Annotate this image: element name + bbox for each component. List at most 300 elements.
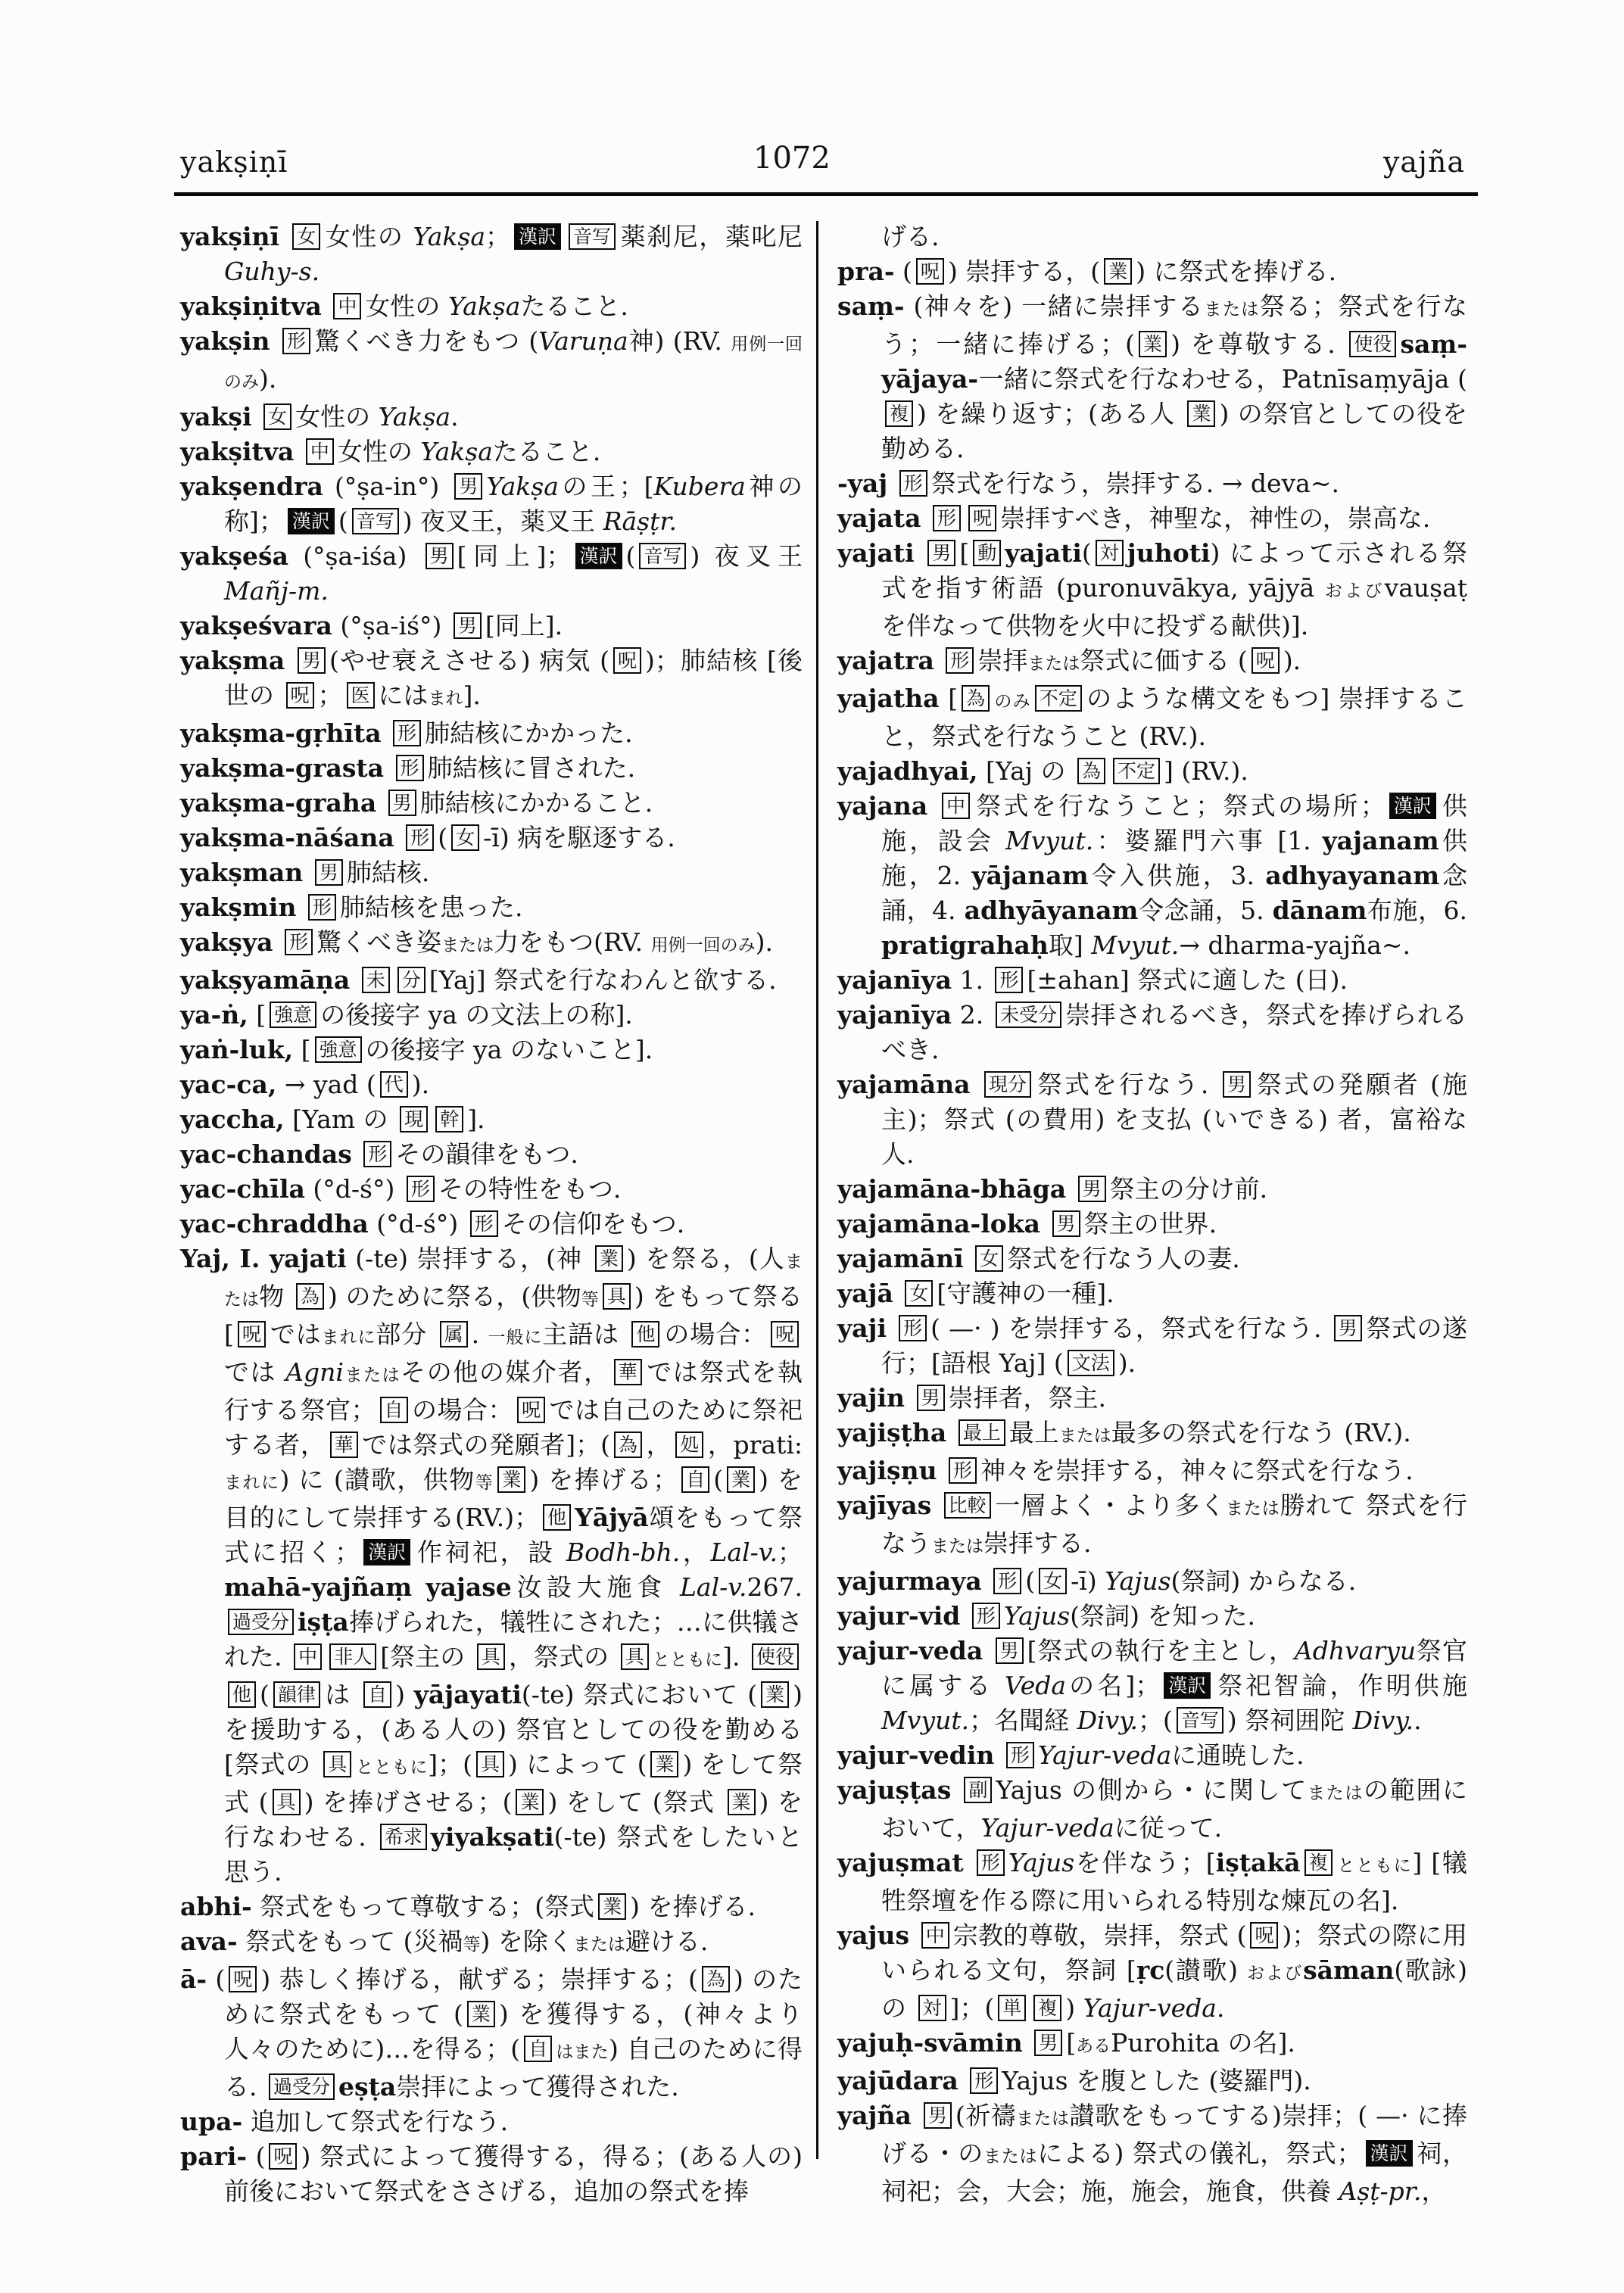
- entry-headword: abhi-: [180, 1892, 252, 1921]
- entry-headword: yajuḥ-svāmin: [837, 2028, 1023, 2058]
- kanyaku-marker: 漢訳: [1164, 1672, 1211, 1699]
- entry-headword: yajiṣṇu: [837, 1456, 937, 1485]
- entry-headword: yajña: [837, 2101, 912, 2130]
- entry-headword: yajiṣṭha: [837, 1418, 947, 1447]
- entry-headword: yac-chīla: [180, 1174, 305, 1204]
- dict-entry: yajana 中 祭式を行なうこと；祭式の場所； 漢訳 供施，設会 Mvyut.：婆羅門六事 [1. yajanam供施，2. yājanam令入供施，3. adhyayanam念誦，4. adhyāyanam令念誦，5. dānam布施，6. pratigrahaḥ取] Mvyut.→ dharma-yajña~.: [837, 791, 1468, 960]
- grammar-box: 動: [973, 540, 1001, 566]
- italic-citation: Agni: [285, 1357, 344, 1387]
- small-note: はまた: [556, 2042, 609, 2062]
- grammar-box: 男: [454, 473, 482, 500]
- bold-sanskrit: eṣṭa: [338, 2072, 397, 2101]
- dict-entry: yajin 男 崇拝者，祭主.: [837, 1383, 1107, 1413]
- grammar-box: 文法: [1068, 1350, 1114, 1376]
- dict-entry: yajur-vid 形 Yajus(祭詞) を知った.: [837, 1601, 1255, 1631]
- bold-sanskrit: adhyayanam: [1265, 861, 1440, 890]
- entry-headword: saṃ-: [837, 291, 905, 321]
- entry-headword: yakṣin: [180, 326, 270, 356]
- grammar-box: 男: [1334, 1315, 1362, 1341]
- dict-entry: yaṅ-luk, [ 強意 の後接字 ya のないこと].: [180, 1035, 653, 1064]
- grammar-box: 中: [294, 1643, 322, 1670]
- dictionary-column-left: [180, 220, 803, 2209]
- dict-entry: yajīyas 比較 一層よく・より多くまたは勝れて 祭式を行なうまたは崇拝する.: [837, 1491, 1467, 1558]
- small-note: または: [1027, 654, 1080, 674]
- grammar-box: 形: [993, 1568, 1021, 1594]
- entry-headword: yajamānī: [837, 1244, 964, 1273]
- dict-entry: yajanīya 1. 形 [±ahan] 祭式に適した (日).: [837, 965, 1348, 995]
- kanyaku-marker: 漢訳: [288, 508, 335, 534]
- entry-headword: yajamāna-loka: [837, 1209, 1041, 1238]
- kanyaku-marker: 漢訳: [514, 223, 561, 250]
- grammar-box: 業: [727, 1466, 755, 1493]
- grammar-box: 形: [899, 1315, 927, 1341]
- bold-sanskrit: ṛc: [1136, 1955, 1165, 1985]
- dict-entry: ava- 祭式をもって (災禍等) を除くまたは避ける.: [180, 1927, 709, 1956]
- small-note: とともに: [1336, 1856, 1413, 1876]
- entry-headword: yakṣma-gṛhīta: [180, 718, 382, 748]
- column-divider: [816, 221, 818, 2159]
- small-note: および: [1247, 1964, 1304, 1983]
- italic-citation: Mvyut.: [1091, 930, 1180, 960]
- italic-citation: Yajur-veda: [1037, 1740, 1172, 1770]
- dict-entry: ā- ( 呪 ) 恭しく捧げる，献ずる；崇拝する；( 為 ) のために祭式をもって ( 業 ) を獲得する，(神々より人々のために)…を得る；( 自 はまた) 自己のために得る. 過受分 eṣṭa崇拝によって獲得された.: [180, 1964, 803, 2101]
- small-note: まれに: [321, 1328, 376, 1347]
- dict-entry: pari- ( 呪 ) 祭式によって獲得する，得る；(ある人の) 前後において祭式をささげる，追加の祭式を捧: [180, 2142, 803, 2206]
- small-note: 等: [581, 1290, 599, 1310]
- grammar-box: 複: [1304, 1849, 1333, 1876]
- dict-entry: yakṣi 女 女性の Yakṣa.: [180, 402, 459, 431]
- grammar-box: 現: [400, 1106, 428, 1132]
- italic-citation: Mvyut.: [1005, 826, 1094, 855]
- grammar-box: 分: [397, 967, 425, 993]
- dict-entry: yajña 男 (祈禱または讃歌をもってする)崇拝；( —· に捧げる・のまたはによる) 祭式の儀礼，祭式； 漢訳 祠，祠祀；会，大会；施，施会，施食，供養 Aṣṭ-pr.，: [837, 2101, 1468, 2206]
- dict-entry: yajiṣṇu 形 神々を崇拝する，神々に祭式を行なう.: [837, 1456, 1414, 1485]
- entry-headword: yakṣmin: [180, 893, 297, 922]
- italic-citation: Guhy-s.: [224, 257, 320, 286]
- grammar-box: 為: [296, 1283, 324, 1310]
- grammar-box: 非人: [329, 1643, 376, 1670]
- small-note: 一般に: [488, 1328, 543, 1347]
- italic-citation: Mañj-m.: [224, 576, 329, 606]
- grammar-box: 強意: [315, 1036, 362, 1063]
- entry-headword: yakṣendra: [180, 472, 323, 501]
- entry-headword: yakṣma-graha: [180, 788, 377, 818]
- entry-headword: yajur-vid: [837, 1601, 961, 1631]
- grammar-box: 形: [285, 929, 313, 955]
- dict-entry: saṃ- (神々を) 一緒に崇拝するまたは祭る；祭式を行なう；一緒に捧げる；( 業 ) を尊敬する. 使役 saṃ-yājaya-一緒に祭式を行なわせる，Patnīsaṃyāja (複 ) を繰り返す；(ある人 業 ) の祭官としての役を勤める.: [837, 291, 1468, 463]
- entry-headword: yakṣma-grasta: [180, 753, 385, 783]
- bold-sanskrit: adhyāyanam: [964, 896, 1139, 925]
- grammar-box: 代: [380, 1071, 408, 1098]
- entry-headword: yaccha,: [180, 1104, 285, 1134]
- kanyaku-marker: 漢訳: [363, 1539, 410, 1566]
- grammar-box: 呪: [916, 258, 944, 285]
- grammar-box: 形: [470, 1210, 498, 1237]
- italic-citation: Bodh-bh.: [566, 1537, 681, 1567]
- header-guide-word-right: yajña: [1382, 145, 1465, 179]
- grammar-box: 形: [946, 647, 974, 674]
- grammar-box: 医: [347, 682, 375, 709]
- entry-headword: yakṣi: [180, 402, 252, 431]
- dict-entry: yac-chraddha (°d-ś°) 形 その信仰をもつ.: [180, 1209, 685, 1238]
- small-note: まれに: [224, 1473, 280, 1493]
- grammar-box: 不定: [1035, 685, 1082, 712]
- grammar-box: 形: [1006, 1742, 1034, 1768]
- grammar-box: 比較: [944, 1492, 991, 1519]
- small-note: 等: [463, 1935, 481, 1955]
- entry-headword: yakṣya: [180, 927, 273, 957]
- grammar-box: 中: [333, 293, 361, 319]
- dict-entry: yajurmaya 形 ( 女 -ī) Yajus(祭詞) からなる.: [837, 1566, 1357, 1596]
- bold-sanskrit: iṣṭakā: [1215, 1848, 1301, 1877]
- kanyaku-marker: 漢訳: [1389, 793, 1436, 819]
- page-number: 1072: [753, 141, 831, 176]
- dict-entry: yakṣitva 中 女性の Yakṣaたること.: [180, 437, 601, 466]
- grammar-box: 形: [308, 894, 336, 921]
- bold-sanskrit: yajati: [1005, 538, 1082, 568]
- grammar-box: 音写: [1177, 1707, 1223, 1734]
- grammar-box: 中: [921, 1922, 949, 1949]
- grammar-box: 複: [1033, 1995, 1061, 2021]
- small-note: または: [1204, 300, 1260, 319]
- entry-headword: yac-ca,: [180, 1070, 277, 1099]
- grammar-box: 呪: [1252, 647, 1280, 674]
- entry-headword: -yaj: [837, 469, 888, 498]
- grammar-box: 呪: [238, 1321, 266, 1347]
- dict-entry: yajatra 形 崇拝または祭式に価する ( 呪 ).: [837, 646, 1301, 675]
- grammar-box: 為: [702, 1966, 730, 1992]
- grammar-box: 男: [454, 612, 482, 639]
- small-note: まれ: [428, 689, 463, 709]
- grammar-box: 華: [330, 1432, 358, 1458]
- dict-entry: yajadhyai, [Yaj の 為 不定 ] (RV.).: [837, 756, 1248, 786]
- grammar-box: 強意: [270, 1002, 316, 1028]
- bold-sanskrit: sāman: [1303, 1955, 1395, 1985]
- small-note: または: [343, 1366, 401, 1385]
- grammar-box: 具: [323, 1751, 351, 1777]
- dict-entry: yakṣendra (°ṣa-in°) 男 Yakṣaの王；[Kubera神の称]； 漢訳 ( 音写 ) 夜叉王，薬叉王 Rāṣṭr.: [180, 472, 803, 536]
- grammar-box: 形: [406, 824, 434, 851]
- grammar-box: 男: [917, 1385, 945, 1411]
- dict-entry: yajus 中 宗教的尊敬，崇拝，祭式 ( 呪 )；祭式の際に用いられる文句，祭詞 [ṛc(讃歌) およびsāman(歌詠) の 対 ]；( 単 複 ) Yajur-veda.: [837, 1921, 1468, 2023]
- small-note: または: [1307, 1784, 1364, 1803]
- italic-citation: Yajur-veda: [980, 1813, 1114, 1843]
- dict-entry: yajur-vedin 形 Yajur-vedaに通暁した.: [837, 1740, 1304, 1770]
- grammar-box: 対: [918, 1995, 946, 2021]
- entry-headword: yajana: [837, 791, 928, 821]
- dict-entry: yakṣiṇī 女 女性の Yakṣa； 漢訳 音写 薬刹尼，薬叱尼 Guhy-s.: [180, 222, 803, 286]
- small-note: または: [441, 936, 494, 955]
- grammar-box: 呪: [771, 1321, 799, 1347]
- grammar-box: 業: [1187, 400, 1215, 427]
- grammar-box: 対: [1096, 540, 1124, 566]
- kanyaku-marker: 漢訳: [575, 543, 622, 569]
- small-note: または: [1226, 1499, 1280, 1519]
- entry-headword: yajamāna-bhāga: [837, 1174, 1067, 1204]
- italic-citation: Rāṣṭr.: [603, 506, 677, 536]
- entry-headword: yaji: [837, 1313, 887, 1343]
- entry-headword: yajati: [837, 538, 915, 568]
- grammar-box: 呪: [613, 647, 641, 674]
- grammar-box: 呪: [1250, 1922, 1278, 1949]
- dict-entry: yajamāna-loka 男 祭主の世界.: [837, 1209, 1217, 1238]
- italic-citation: Veda: [1004, 1671, 1067, 1700]
- entry-headword: yajur-veda: [837, 1636, 983, 1665]
- dict-entry: yakṣin 形 驚くべき力をもつ (Varuṇa神) (RV. 用例一回のみ).: [180, 326, 803, 394]
- italic-citation: Varuṇa: [538, 326, 628, 356]
- dict-entry: yakṣya 形 驚くべき姿または力をもつ(RV. 用例一回のみ).: [180, 927, 774, 957]
- grammar-box: 為: [962, 685, 990, 712]
- grammar-box: 女: [1039, 1568, 1067, 1594]
- dict-entry: yajati 男 [ 動 yajati( 対 juhoti) によって示される祭式を指す術語 (puronuvākya, yājyā およびvauṣaṭ を伴なって供物を火中に投ずる献供)].: [837, 538, 1468, 640]
- grammar-box: 具: [476, 1751, 504, 1777]
- grammar-box: 未受分: [996, 1002, 1061, 1028]
- bold-sanskrit: juhoti: [1127, 538, 1211, 568]
- dict-entry: yakṣma-graha 男 肺結核にかかること.: [180, 788, 653, 818]
- bold-sanskrit: mahā-yajñaṃ yajase: [224, 1572, 512, 1602]
- grammar-box: 具: [621, 1643, 649, 1670]
- dict-entry: yac-chandas 形 その韻律をもつ.: [180, 1139, 578, 1169]
- dict-entry: yakṣma-nāśana 形 ( 女 -ī) 病を駆逐する.: [180, 823, 675, 852]
- grammar-box: 形: [282, 328, 310, 354]
- italic-citation: Adhvaryu: [1294, 1636, 1417, 1665]
- italic-citation: Divy.: [1352, 1706, 1414, 1735]
- grammar-box: 自: [380, 1397, 408, 1423]
- entry-headword: yakṣeśvara: [180, 611, 332, 640]
- dict-entry: yakṣman 男 肺結核.: [180, 858, 430, 887]
- entry-headword: yajamāna: [837, 1070, 971, 1099]
- entry-headword: yakṣma: [180, 646, 285, 675]
- small-note: とともに: [652, 1650, 723, 1670]
- italic-citation: Aṣṭ-pr.: [1339, 2176, 1422, 2206]
- dict-entry: yaji 形 ( —· ) を崇拝する，祭式を行なう. 男 祭式の遂行；[語根 Yaj] ( 文法 ).: [837, 1313, 1468, 1378]
- grammar-box: 音写: [639, 543, 686, 569]
- entry-headword: yajadhyai,: [837, 756, 978, 786]
- entry-headword: yajīyas: [837, 1491, 932, 1520]
- header-rule: [174, 192, 1478, 196]
- dict-entry: yakṣeśvara (°ṣa-iś°) 男 [同上].: [180, 611, 563, 640]
- grammar-box: 業: [595, 1245, 623, 1272]
- entry-headword: yajatha: [837, 684, 940, 713]
- bold-sanskrit: Yājyā: [575, 1503, 649, 1532]
- italic-citation: Yakṣa: [378, 402, 451, 431]
- small-note: または: [1016, 2109, 1070, 2129]
- grammar-box: 具: [477, 1643, 505, 1670]
- grammar-box: 呪: [229, 1966, 257, 1992]
- dict-entry: yajā 女 [守護神の一種].: [837, 1279, 1114, 1308]
- dict-entry: yajuḥ-svāmin 男 [あるPurohita の名].: [837, 2028, 1295, 2058]
- entry-headword: yajūdara: [837, 2066, 959, 2095]
- bold-sanskrit: yājanam: [971, 861, 1089, 890]
- grammar-box: 単: [998, 1995, 1026, 2021]
- grammar-box: 呪: [968, 505, 996, 531]
- italic-citation: Yakṣa: [413, 222, 485, 251]
- grammar-box: 男: [1034, 2030, 1062, 2056]
- entry-headword: yajuṣmat: [837, 1848, 964, 1877]
- italic-citation: Yajus: [1003, 1601, 1071, 1631]
- grammar-box: 業: [728, 1789, 756, 1815]
- small-note: または: [224, 1252, 803, 1310]
- grammar-box: 男: [1078, 1176, 1106, 1202]
- grammar-box: 中: [306, 438, 334, 465]
- bold-sanskrit: yajanam: [1322, 826, 1439, 855]
- grammar-box: 中: [942, 793, 970, 819]
- grammar-box: 属: [440, 1321, 468, 1347]
- grammar-box: 呪: [269, 2143, 297, 2170]
- bold-sanskrit: iṣṭa: [298, 1607, 349, 1637]
- dict-entry: -yaj 形 祭式を行なう，崇拝する. → deva~.: [837, 469, 1339, 498]
- entry-headword: Yaj, I. yajati: [180, 1244, 347, 1273]
- small-note: または: [931, 1537, 983, 1556]
- small-note: または: [572, 1935, 625, 1955]
- grammar-box: 業: [497, 1466, 525, 1493]
- grammar-box: 使役: [1349, 331, 1396, 357]
- entry-headword: yajanīya: [837, 1000, 952, 1030]
- grammar-box: 為: [614, 1432, 642, 1458]
- small-note: 用例一回のみ: [224, 335, 803, 392]
- italic-citation: Lal-v.: [680, 1572, 747, 1602]
- grammar-box: 処: [675, 1432, 703, 1458]
- small-note: 用例一回のみ: [650, 936, 756, 955]
- grammar-box: 男: [1223, 1071, 1251, 1098]
- grammar-box: 男: [927, 540, 955, 566]
- dict-entry: yajamāna 現分 祭式を行なう. 男 祭式の発願者 (施主)；祭式 (の費用) を支払 (いできる) 者，富裕な人.: [837, 1070, 1467, 1169]
- grammar-box: 男: [298, 647, 326, 674]
- grammar-box: 形: [970, 2067, 998, 2094]
- small-note: とともに: [355, 1758, 429, 1777]
- grammar-box: 自: [681, 1466, 709, 1493]
- dict-entry: yakṣmin 形 肺結核を患った.: [180, 893, 523, 922]
- italic-citation: Yajus: [1105, 1566, 1171, 1596]
- grammar-box: 不定: [1113, 758, 1160, 784]
- grammar-box: 業: [598, 1893, 626, 1920]
- entry-headword: yakṣitva: [180, 437, 295, 466]
- dict-entry: yaccha, [Yam の 現 幹 ].: [180, 1104, 485, 1134]
- entry-headword: yajurmaya: [837, 1566, 982, 1596]
- entry-headword: yakṣeśa: [180, 541, 288, 571]
- grammar-box: 使役: [752, 1643, 799, 1670]
- entry-headword: yajā: [837, 1279, 893, 1308]
- grammar-box: 形: [396, 755, 424, 781]
- dict-entry: abhi- 祭式をもって尊敬する；(祭式 業 ) を捧げる.: [180, 1892, 756, 1921]
- entry-headword: ava-: [180, 1927, 238, 1956]
- grammar-box: 音写: [569, 223, 616, 250]
- grammar-box: 呪: [517, 1397, 545, 1423]
- grammar-box: 副: [964, 1777, 992, 1803]
- small-note: のみ: [993, 692, 1031, 712]
- grammar-box: 韻律: [273, 1681, 320, 1708]
- grammar-box: 具: [273, 1789, 301, 1815]
- grammar-box: 女: [263, 403, 291, 430]
- small-note: ある: [1076, 2036, 1111, 2056]
- italic-citation: Kubera: [653, 472, 746, 501]
- dict-entry: ya-ṅ, [ 強意 の後接字 ya の文法上の称].: [180, 1000, 633, 1030]
- entry-headword: ya-ṅ,: [180, 1000, 248, 1030]
- grammar-box: 未: [362, 967, 390, 993]
- grammar-box: 男: [425, 543, 454, 569]
- italic-citation: Yajur-veda: [1083, 1993, 1217, 2023]
- dict-entry: yakṣma 男 (やせ衰えさせる) 病気 ( 呪 )；肺結核 [後世の 呪 ； 医 にはまれ].: [180, 646, 803, 710]
- header-guide-word-left: yakṣiṇī: [180, 145, 288, 179]
- grammar-box: 希求: [380, 1824, 427, 1850]
- grammar-box: 形: [972, 1603, 1000, 1629]
- entry-headword: yac-chandas: [180, 1139, 352, 1169]
- bold-sanskrit: dānam: [1272, 896, 1367, 925]
- dict-entry: yajamāna-bhāga 男 祭主の分け前.: [837, 1174, 1268, 1204]
- grammar-box: 過受分: [269, 2073, 335, 2100]
- dict-entry: yajuṣmat 形 Yajusを伴なう；[iṣṭakā 複 とともに] [犠牲祭壇を作る際に用いられる特別な煉瓦の名].: [837, 1848, 1468, 1915]
- grammar-box: 形: [977, 1849, 1005, 1876]
- dict-entry: げる.: [881, 222, 940, 251]
- grammar-box: 形: [899, 470, 927, 497]
- grammar-box: 業: [516, 1789, 544, 1815]
- italic-citation: Yakṣa: [486, 472, 559, 501]
- grammar-box: 業: [467, 2001, 495, 2027]
- entry-headword: pari-: [180, 2142, 248, 2171]
- grammar-box: 自: [363, 1681, 391, 1708]
- grammar-box: 形: [949, 1457, 977, 1484]
- grammar-box: 華: [614, 1359, 642, 1385]
- entry-headword: yajata: [837, 503, 921, 533]
- small-note: または: [983, 2147, 1038, 2167]
- dict-entry: yajatha [ 為 のみ 不定 のような構文をもつ] 崇拝すること，祭式を行なうこと (RV.).: [837, 684, 1467, 751]
- entry-headword: yakṣiṇī: [180, 222, 280, 251]
- grammar-box: 具: [603, 1283, 631, 1310]
- entry-headword: yakṣman: [180, 858, 304, 887]
- grammar-box: 自: [524, 2036, 552, 2062]
- dict-entry: yakṣyamāṇa 未 分 [Yaj] 祭式を行なわんと欲する.: [180, 965, 777, 995]
- entry-headword: yajin: [837, 1383, 906, 1413]
- grammar-box: 幹: [435, 1106, 463, 1132]
- bold-sanskrit: yiyakṣati: [430, 1822, 554, 1852]
- grammar-box: 為: [1077, 758, 1105, 784]
- italic-citation: Yakṣa: [447, 291, 521, 321]
- entry-headword: yakṣiṇitva: [180, 291, 322, 321]
- grammar-box: 男: [1052, 1210, 1080, 1237]
- entry-headword: yajur-vedin: [837, 1740, 995, 1770]
- grammar-box: 最上: [959, 1419, 1005, 1446]
- grammar-box: 呪: [286, 682, 314, 709]
- grammar-box: 男: [924, 2102, 952, 2129]
- grammar-box: 形: [995, 967, 1023, 993]
- dict-entry: yajūdara 形 Yajus を腹とした (婆羅門).: [837, 2066, 1311, 2095]
- grammar-box: 他: [543, 1504, 571, 1531]
- grammar-box: 過受分: [228, 1609, 294, 1635]
- entry-headword: pra-: [837, 257, 895, 286]
- entry-headword: yakṣma-nāśana: [180, 823, 394, 852]
- dict-entry: yac-chīla (°d-ś°) 形 その特性をもつ.: [180, 1174, 622, 1204]
- grammar-box: 現分: [984, 1071, 1031, 1098]
- grammar-box: 業: [650, 1751, 678, 1777]
- dict-entry: upa- 追加して祭式を行なう.: [180, 2107, 509, 2136]
- italic-citation: Mvyut.: [881, 1706, 970, 1735]
- bold-sanskrit: yājayati: [413, 1680, 522, 1709]
- dict-entry: yakṣma-gṛhīta 形 肺結核にかかった.: [180, 718, 633, 748]
- entry-headword: upa-: [180, 2107, 243, 2136]
- grammar-box: 形: [933, 505, 961, 531]
- grammar-box: 形: [363, 1141, 391, 1167]
- grammar-box: 形: [393, 720, 421, 746]
- entry-headword: yac-chraddha: [180, 1209, 369, 1238]
- italic-citation: Divy.: [1077, 1706, 1138, 1735]
- dict-entry: yajata 形 呪 崇拝すべき，神聖な，神性の，崇高な.: [837, 503, 1431, 533]
- dict-entry: yajur-veda 男 [祭式の執行を主とし，Adhvaryu祭官に属する Vedaの名]； 漢訳 祭祀智論，作明供施 Mvyut.；名聞経 Divy.；( 音写 ) 祭祠囲陀 Divy..: [837, 1636, 1467, 1735]
- small-note: 等: [475, 1473, 494, 1493]
- dict-entry: yajuṣṭas 副 Yajus の側から・に関してまたはの範囲において，Yajur-vedaに従って.: [837, 1775, 1468, 1843]
- dict-entry: yac-ca, → yad ( 代 ).: [180, 1070, 430, 1099]
- grammar-box: 業: [1104, 258, 1132, 285]
- kanyaku-marker: 漢訳: [1366, 2140, 1413, 2167]
